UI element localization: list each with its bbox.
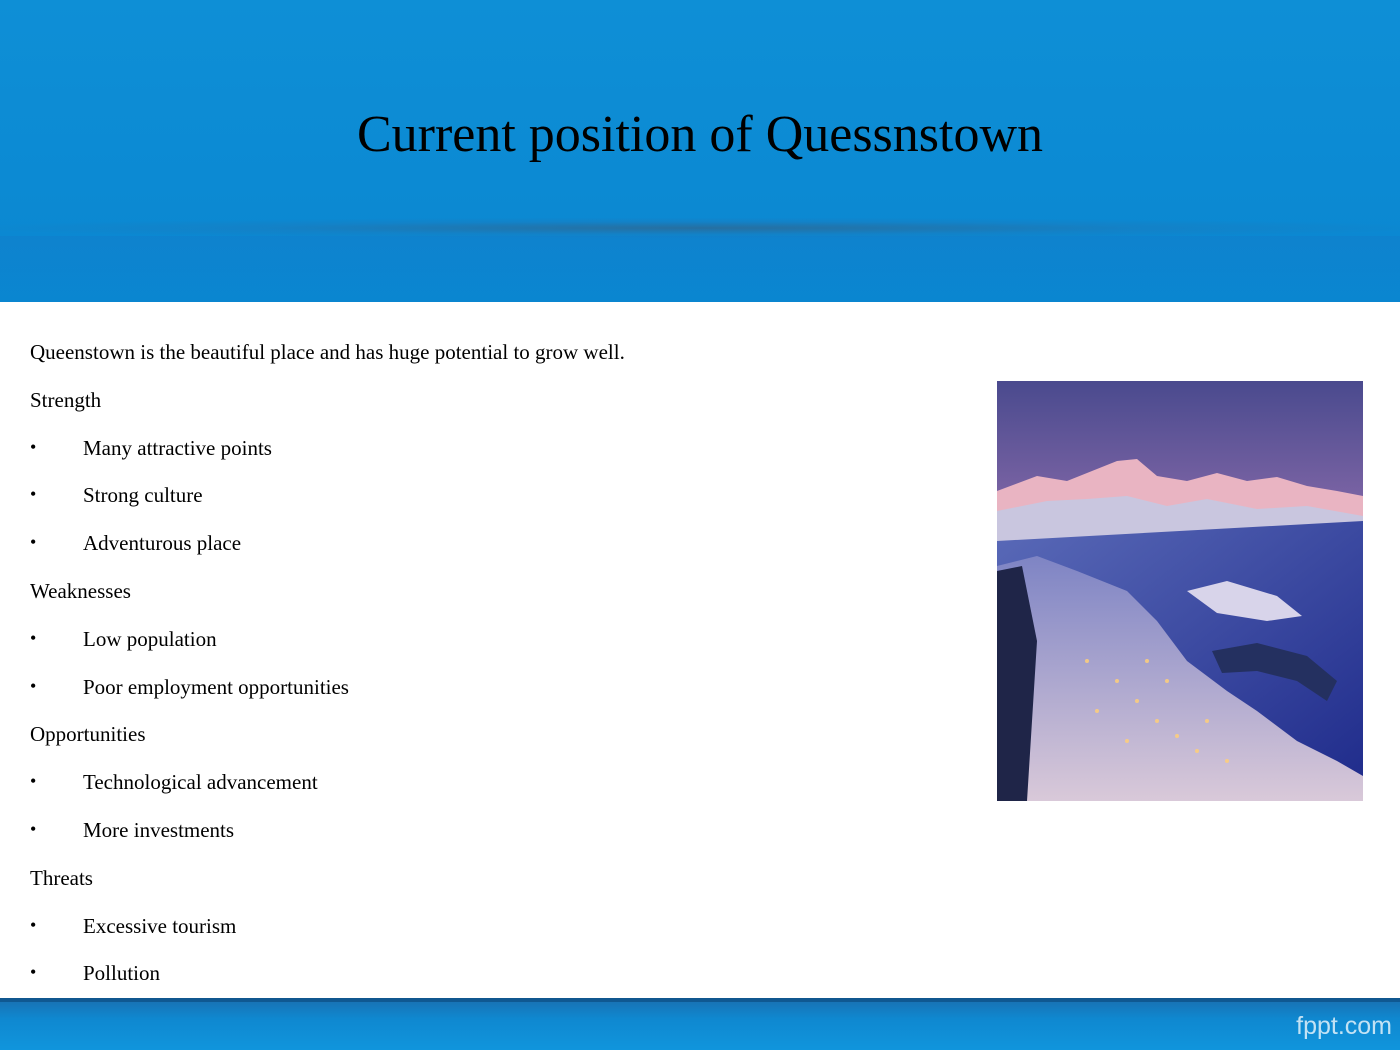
bullet-icon: • <box>30 627 37 648</box>
section-heading-weaknesses: Weaknesses <box>30 578 131 603</box>
slide-body <box>30 334 970 1003</box>
list-item-text: Many attractive points <box>83 435 272 460</box>
slide-title: Current position of Quessnstown <box>356 106 1044 163</box>
section-heading-opportunities: Opportunities <box>30 722 146 747</box>
fppt-logo: fppt.com <box>1296 1012 1392 1040</box>
list-item-text: Excessive tourism <box>83 913 237 938</box>
bullet-icon: • <box>30 962 37 983</box>
list-item-text: Adventurous place <box>83 531 242 556</box>
bullet-icon: • <box>30 436 37 457</box>
list-item <box>30 525 970 573</box>
bullet-icon: • <box>30 484 37 505</box>
list-item-text: Pollution <box>83 961 161 986</box>
header-lower-gradient <box>0 236 1400 302</box>
intro-text: Queenstown is the beautiful place and has huge potential to grow well. <box>30 340 625 364</box>
queenstown-photo-art <box>997 381 1363 801</box>
list-item-text: More investments <box>83 817 235 842</box>
list-item <box>30 955 970 1003</box>
list-item-text: Low population <box>83 626 217 651</box>
list-item-text: Strong culture <box>83 483 203 508</box>
list-item <box>30 669 970 717</box>
list-item <box>30 477 970 525</box>
list-item-text: Technological advancement <box>83 770 318 795</box>
section-heading-strength: Strength <box>30 387 102 412</box>
list-item <box>30 908 970 956</box>
footer-banner <box>0 998 1400 1050</box>
list-item <box>30 764 970 812</box>
list-item <box>30 430 970 478</box>
header-banner <box>0 0 1400 302</box>
bullet-icon: • <box>30 532 37 553</box>
bullet-icon: • <box>30 818 37 839</box>
header-shadow-band <box>0 218 1400 238</box>
bullet-icon: • <box>30 914 37 935</box>
bullet-icon: • <box>30 771 37 792</box>
section-heading-threats: Threats <box>30 865 93 890</box>
bullet-icon: • <box>30 675 37 696</box>
list-item <box>30 812 970 860</box>
list-item <box>30 621 970 669</box>
footer-top-shade <box>0 998 1400 1002</box>
queenstown-photo <box>997 381 1363 801</box>
list-item-text: Poor employment opportunities <box>83 674 349 699</box>
